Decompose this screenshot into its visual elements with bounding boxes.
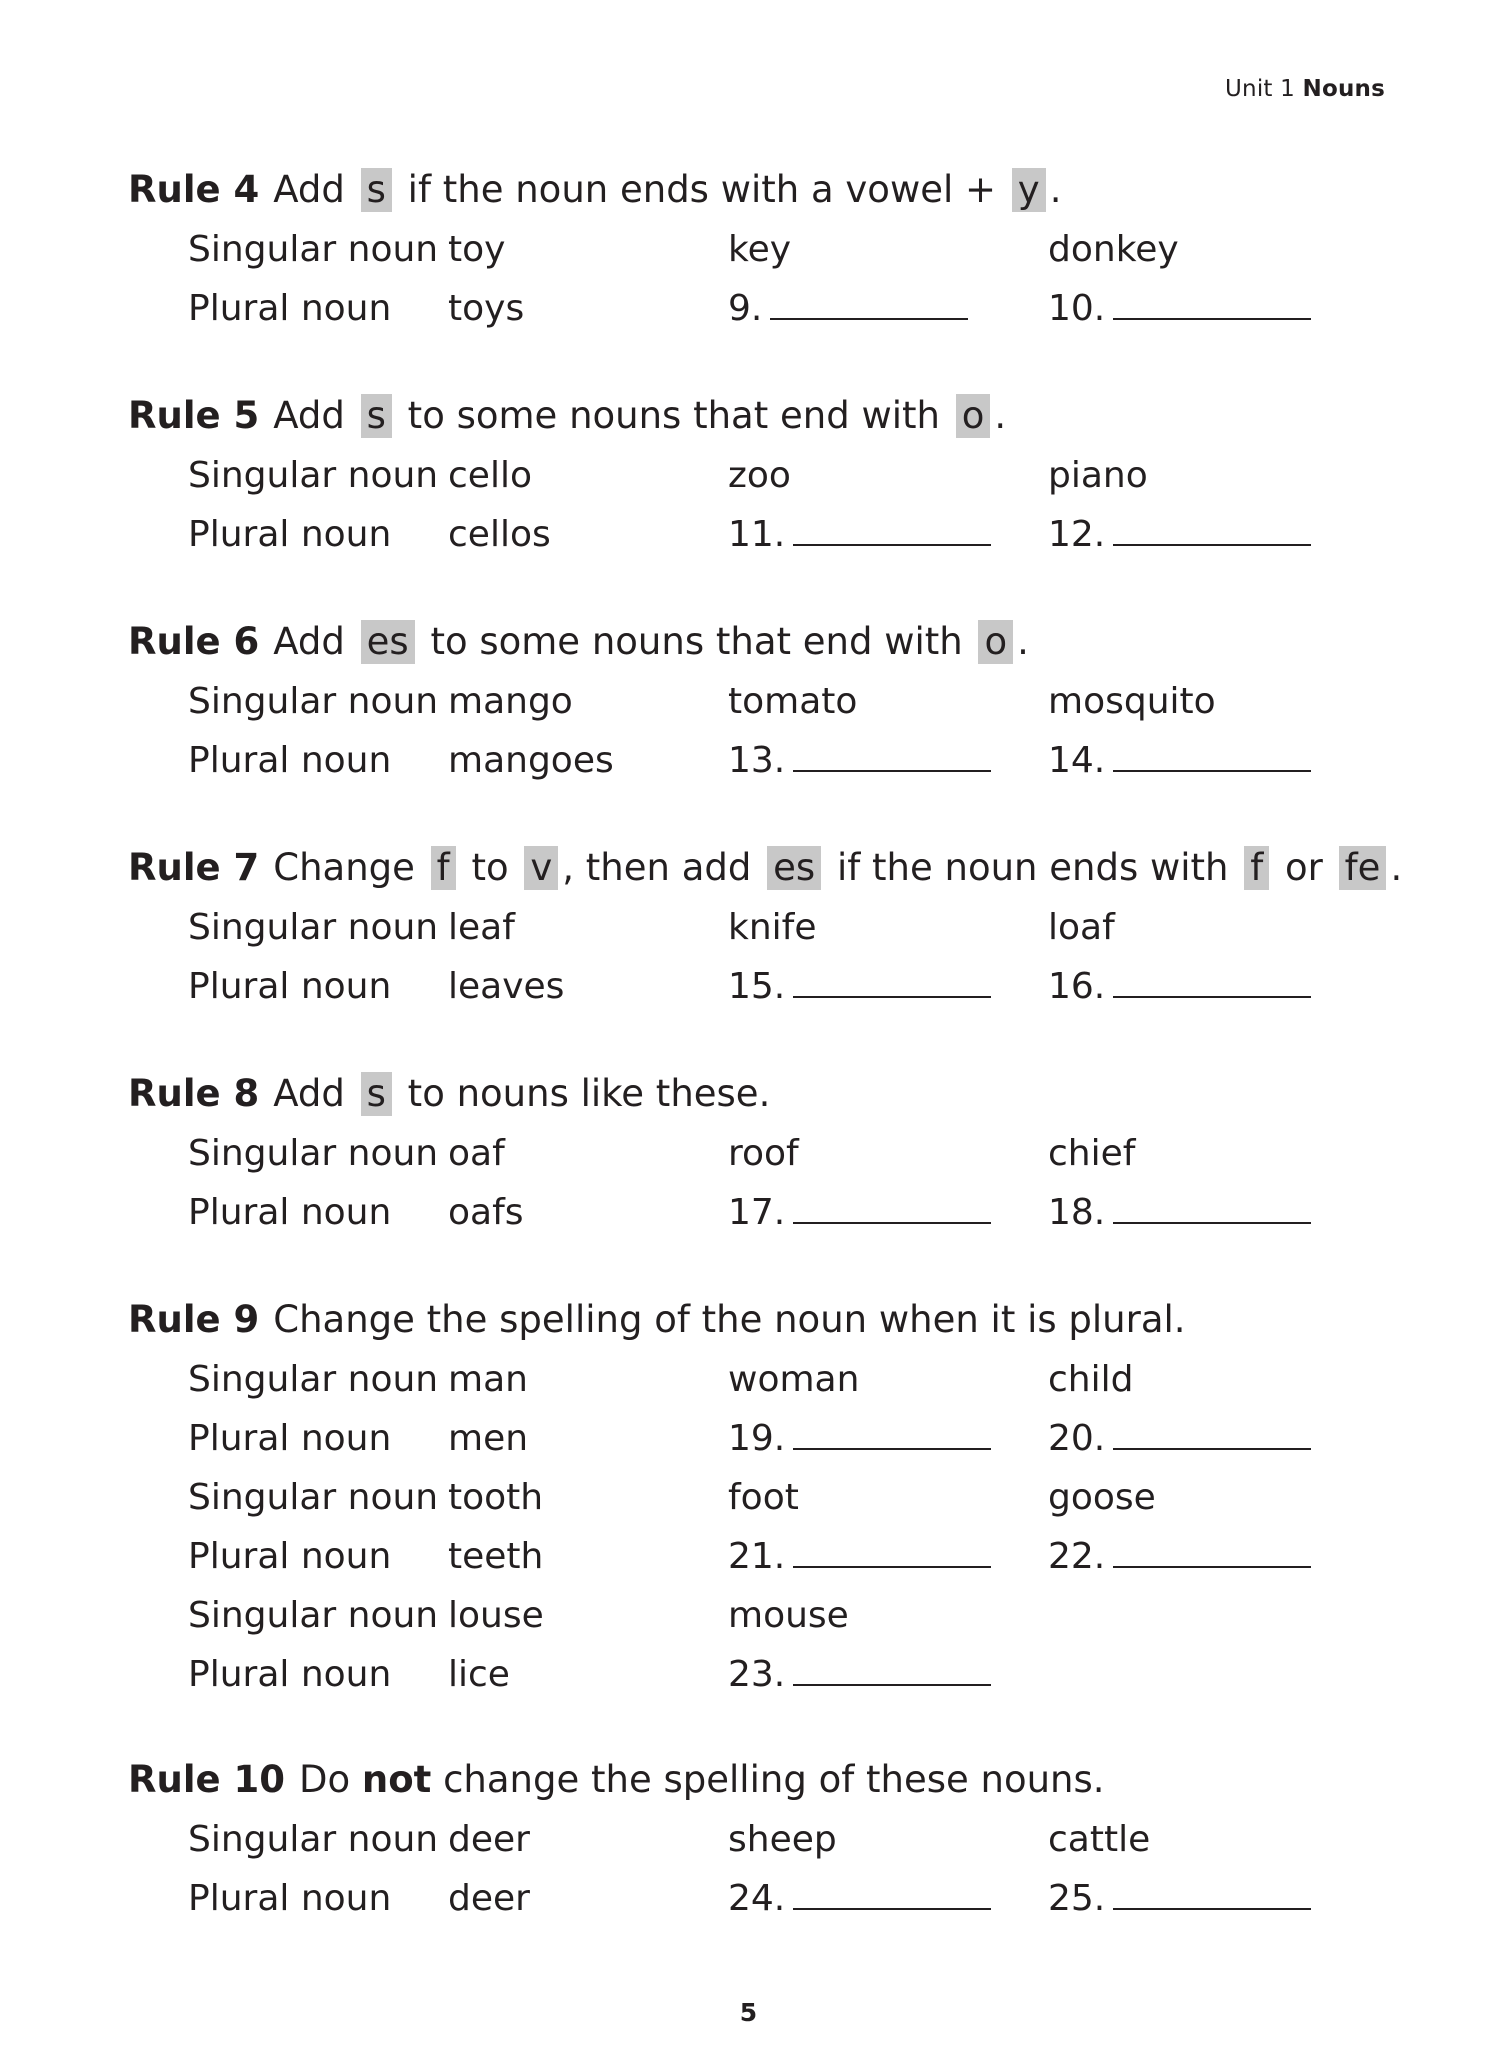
exercise-item xyxy=(728,505,991,564)
exercise-item xyxy=(1048,279,1311,338)
exercise-number: 17. xyxy=(728,1192,786,1233)
highlighted-letters: v xyxy=(524,846,558,890)
exercise-number: 9. xyxy=(728,288,763,329)
noun-row xyxy=(128,279,1368,338)
singular-noun: piano xyxy=(1048,455,1148,496)
example-noun: oafs xyxy=(448,1192,524,1233)
example-noun: louse xyxy=(448,1595,544,1636)
noun-row xyxy=(128,1350,1368,1409)
rule-statement xyxy=(128,1064,1368,1124)
plural-label: Plural noun xyxy=(188,966,392,1007)
example-noun: leaves xyxy=(448,966,565,1007)
rule-block xyxy=(128,1750,1368,1928)
singular-noun: goose xyxy=(1048,1477,1156,1518)
noun-row xyxy=(128,505,1368,564)
exercise-item xyxy=(728,957,991,1016)
rule-text: or xyxy=(1273,846,1335,889)
exercise-item xyxy=(1048,1869,1311,1928)
exercise-item xyxy=(728,731,991,790)
rule-statement xyxy=(128,838,1403,898)
singular-noun: foot xyxy=(728,1477,799,1518)
answer-blank[interactable] xyxy=(793,1878,991,1910)
plural-label: Plural noun xyxy=(188,1418,392,1459)
highlighted-letters: f xyxy=(1244,846,1269,890)
exercise-item xyxy=(728,1183,991,1242)
exercise-item xyxy=(728,1527,991,1586)
singular-noun: donkey xyxy=(1048,229,1179,270)
exercise-number: 15. xyxy=(728,966,786,1007)
answer-blank[interactable] xyxy=(1113,1536,1311,1568)
singular-noun: mosquito xyxy=(1048,681,1216,722)
answer-blank[interactable] xyxy=(1113,1878,1311,1910)
exercise-item xyxy=(1048,1183,1311,1242)
answer-blank[interactable] xyxy=(770,288,968,320)
singular-noun: roof xyxy=(728,1133,799,1174)
exercise-number: 18. xyxy=(1048,1192,1106,1233)
exercise-item xyxy=(1048,1527,1311,1586)
exercise-item xyxy=(728,1645,991,1704)
example-noun: mango xyxy=(448,681,573,722)
plural-label: Plural noun xyxy=(188,514,392,555)
emphasis-text: not xyxy=(361,1758,432,1801)
highlighted-letters: y xyxy=(1012,168,1046,212)
rule-text: Change the spelling of the noun when it is plural. xyxy=(273,1298,1186,1341)
exercise-number: 10. xyxy=(1048,288,1106,329)
answer-blank[interactable] xyxy=(1113,1418,1311,1450)
noun-row xyxy=(128,1869,1368,1928)
running-header xyxy=(1225,76,1385,102)
example-noun: teeth xyxy=(448,1536,544,1577)
singular-noun: cattle xyxy=(1048,1819,1151,1860)
highlighted-letters: f xyxy=(431,846,456,890)
singular-noun: chief xyxy=(1048,1133,1136,1174)
example-noun: lice xyxy=(448,1654,510,1695)
example-noun: man xyxy=(448,1359,528,1400)
highlighted-letters: es xyxy=(361,620,415,664)
singular-label: Singular noun xyxy=(188,1819,439,1860)
exercise-number: 12. xyxy=(1048,514,1106,555)
plural-label: Plural noun xyxy=(188,1192,392,1233)
noun-row xyxy=(128,898,1368,957)
exercise-item xyxy=(728,1869,991,1928)
exercise-number: 20. xyxy=(1048,1418,1106,1459)
exercise-number: 21. xyxy=(728,1536,786,1577)
rule-number: Rule 10 xyxy=(128,1758,285,1801)
rule-block xyxy=(128,160,1368,338)
plural-label: Plural noun xyxy=(188,288,392,329)
rule-statement xyxy=(128,386,1368,446)
example-noun: cellos xyxy=(448,514,551,555)
plural-label: Plural noun xyxy=(188,740,392,781)
rule-text: to some nouns that end with xyxy=(395,394,952,437)
noun-row xyxy=(128,672,1368,731)
answer-blank[interactable] xyxy=(793,966,991,998)
rule-text: Do xyxy=(298,1758,362,1801)
noun-row xyxy=(128,731,1368,790)
singular-noun: woman xyxy=(728,1359,860,1400)
example-noun: tooth xyxy=(448,1477,544,1518)
singular-label: Singular noun xyxy=(188,1359,439,1400)
rule-block xyxy=(128,386,1368,564)
rule-text: if the noun ends with xyxy=(825,846,1241,889)
answer-blank[interactable] xyxy=(1113,514,1311,546)
plural-label: Plural noun xyxy=(188,1536,392,1577)
rule-block xyxy=(128,1064,1368,1242)
rule-text: Add xyxy=(273,1072,357,1115)
singular-label: Singular noun xyxy=(188,1133,439,1174)
exercise-item xyxy=(1048,731,1311,790)
unit-label: Unit 1 xyxy=(1225,76,1295,102)
example-noun: deer xyxy=(448,1878,530,1919)
rule-block xyxy=(128,612,1368,790)
answer-blank[interactable] xyxy=(793,1418,991,1450)
exercise-item xyxy=(728,279,968,338)
noun-row xyxy=(128,1409,1368,1468)
answer-blank[interactable] xyxy=(793,1536,991,1568)
noun-row xyxy=(128,1810,1368,1869)
exercise-number: 19. xyxy=(728,1418,786,1459)
noun-row xyxy=(128,446,1368,505)
singular-label: Singular noun xyxy=(188,1477,439,1518)
singular-noun: loaf xyxy=(1048,907,1115,948)
exercise-item xyxy=(728,1409,991,1468)
singular-label: Singular noun xyxy=(188,907,439,948)
noun-row xyxy=(128,1183,1368,1242)
example-noun: toys xyxy=(448,288,525,329)
rule-text: to xyxy=(459,846,521,889)
answer-blank[interactable] xyxy=(1113,288,1311,320)
highlighted-letters: s xyxy=(361,1072,392,1116)
noun-row xyxy=(128,957,1368,1016)
rule-number: Rule 7 xyxy=(128,846,260,889)
example-noun: men xyxy=(448,1418,529,1459)
singular-label: Singular noun xyxy=(188,1595,439,1636)
exercise-number: 24. xyxy=(728,1878,786,1919)
noun-row xyxy=(128,1124,1368,1183)
exercise-item xyxy=(1048,1409,1311,1468)
exercise-number: 14. xyxy=(1048,740,1106,781)
noun-row xyxy=(128,220,1368,279)
rule-text: to some nouns that end with xyxy=(418,620,975,663)
example-noun: toy xyxy=(448,229,506,270)
highlighted-letters: s xyxy=(361,168,392,212)
noun-row xyxy=(128,1468,1368,1527)
rule-text: Add xyxy=(273,168,357,211)
rule-block xyxy=(128,838,1403,1016)
answer-blank[interactable] xyxy=(1113,966,1311,998)
rule-text: . xyxy=(1390,846,1403,889)
exercise-number: 11. xyxy=(728,514,786,555)
rule-text: Change xyxy=(273,846,427,889)
example-noun: cello xyxy=(448,455,532,496)
exercise-number: 25. xyxy=(1048,1878,1106,1919)
example-noun: mangoes xyxy=(448,740,614,781)
answer-blank[interactable] xyxy=(793,1192,991,1224)
highlighted-letters: es xyxy=(767,846,821,890)
rule-text: . xyxy=(994,394,1007,437)
singular-noun: knife xyxy=(728,907,817,948)
rule-number: Rule 9 xyxy=(128,1298,260,1341)
singular-noun: child xyxy=(1048,1359,1134,1400)
example-noun: deer xyxy=(448,1819,530,1860)
highlighted-letters: s xyxy=(361,394,392,438)
singular-label: Singular noun xyxy=(188,455,439,496)
answer-blank[interactable] xyxy=(1113,1192,1311,1224)
exercise-number: 13. xyxy=(728,740,786,781)
noun-row xyxy=(128,1527,1368,1586)
rule-number: Rule 8 xyxy=(128,1072,260,1115)
example-noun: leaf xyxy=(448,907,515,948)
rule-statement xyxy=(128,1290,1368,1350)
rule-text: change the spelling of these nouns. xyxy=(431,1758,1105,1801)
rule-text: to nouns like these. xyxy=(395,1072,771,1115)
singular-label: Singular noun xyxy=(188,229,439,270)
exercise-number: 22. xyxy=(1048,1536,1106,1577)
exercise-item xyxy=(1048,505,1311,564)
answer-blank[interactable] xyxy=(793,740,991,772)
rule-statement xyxy=(128,612,1368,672)
highlighted-letters: o xyxy=(978,620,1013,664)
singular-label: Singular noun xyxy=(188,681,439,722)
noun-row xyxy=(128,1645,1368,1704)
singular-noun: tomato xyxy=(728,681,858,722)
exercise-number: 23. xyxy=(728,1654,786,1695)
plural-label: Plural noun xyxy=(188,1654,392,1695)
rule-text: Add xyxy=(273,620,357,663)
rule-text: if the noun ends with a vowel + xyxy=(395,168,1008,211)
noun-row xyxy=(128,1586,1368,1645)
plural-label: Plural noun xyxy=(188,1878,392,1919)
rule-number: Rule 6 xyxy=(128,620,260,663)
highlighted-letters: fe xyxy=(1339,846,1387,890)
rule-text: . xyxy=(1017,620,1029,663)
singular-noun: mouse xyxy=(728,1595,849,1636)
rule-statement xyxy=(128,160,1368,220)
exercise-item xyxy=(1048,957,1311,1016)
singular-noun: zoo xyxy=(728,455,791,496)
answer-blank[interactable] xyxy=(793,1654,991,1686)
rule-text: Add xyxy=(273,394,357,437)
rule-number: Rule 4 xyxy=(128,168,260,211)
singular-noun: key xyxy=(728,229,792,270)
page-number: 5 xyxy=(739,1998,758,2027)
rule-statement xyxy=(128,1750,1368,1810)
rule-text: , then add xyxy=(562,846,764,889)
example-noun: oaf xyxy=(448,1133,505,1174)
exercise-number: 16. xyxy=(1048,966,1106,1007)
answer-blank[interactable] xyxy=(1113,740,1311,772)
singular-noun: sheep xyxy=(728,1819,837,1860)
highlighted-letters: o xyxy=(956,394,991,438)
answer-blank[interactable] xyxy=(793,514,991,546)
rule-text: . xyxy=(1049,168,1062,211)
rule-block xyxy=(128,1290,1368,1704)
unit-topic: Nouns xyxy=(1302,76,1385,102)
rule-number: Rule 5 xyxy=(128,394,260,437)
